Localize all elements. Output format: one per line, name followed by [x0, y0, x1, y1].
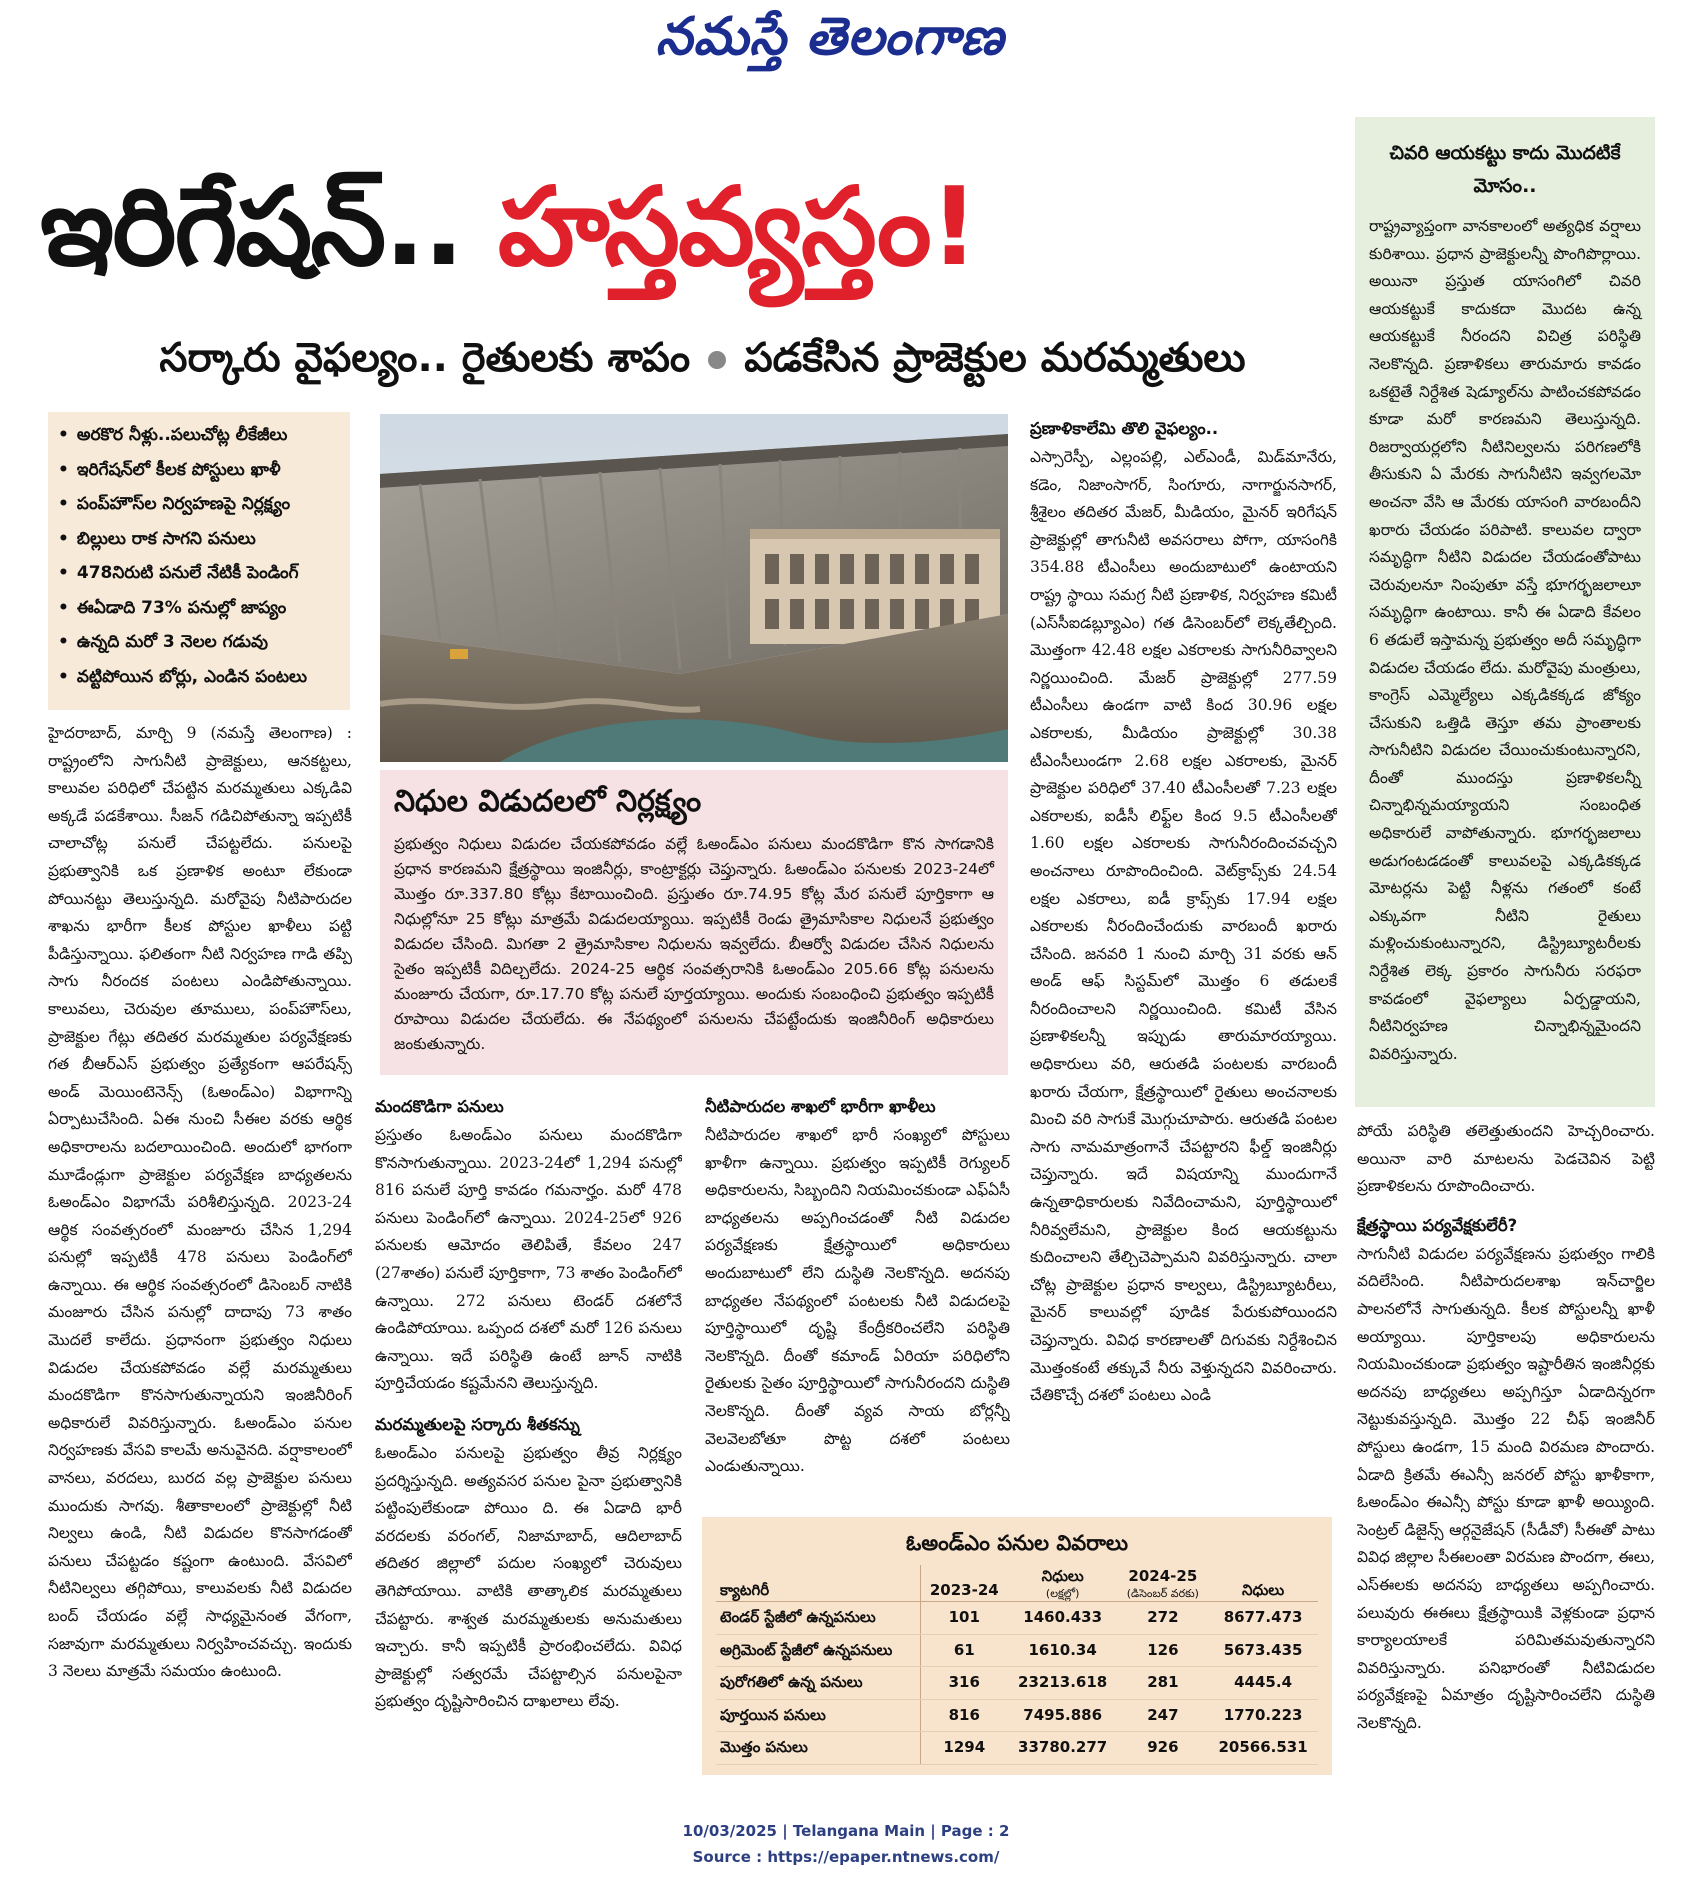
table-cell: 8677.473 — [1208, 1602, 1318, 1635]
sidebar-body: రాష్ట్రవ్యాప్తంగా వానకాలంలో అత్యధిక వర్షాలు కురిశాయి. ప్రధాన ప్రాజెక్టులన్నీ పొంగిపొర్లాయి. అయినా ప్రస్తుత యాసంగిలో చివరి ఆయకట్టుకే కాదుకదా మొదట ఉన్న ఆయకట్టుకే నీరందని విచిత్ర పరిస్థితి నెలకొన్నది. ప్రణాళికలు తారుమారు కావడం ఒకటైతే నిర్దేశిత షెడ్యూల్‌ను పాటించకపోవడం కూడా మరో కారణమని తెలుస్తున్నది. రిజర్వాయర్లలోని నీటినిల్వలను పరిగణలోకి తీసుకుని ఏ మేరకు సాగునీటిని ఇవ్వగలమో అంచనా వేసి ఆ మేరకు యాసంగి వారబందీని ఖరారు చేయడం పరిపాటి. కాలువల ద్వారా సమృద్ధిగా నీటిని విడుదల చేయడంతోపాటు చెరువులనూ నింపుతూ వస్తే భూగర్భజలాలూ సమృద్ధిగా ఉంటాయి. కానీ ఈ ఏడాది కేవలం 6 తడులే ఇస్తామన్న ప్రభుత్వం అదీ సమృద్ధిగా విడుదల చేయడం లేదు. మరోవైపు మంత్రులు, కాంగ్రెస్ ఎమ్మెల్యేలు ఎక్కడికక్కడ జోక్యం చేసుకుని ఒత్తిడి తెస్తూ తమ ప్రాంతాలకు సాగునీటిని విడుదల చేయించుకుంటున్నారని, దీంతో ముందస్తు ప్రణాళికలన్నీ చిన్నాభిన్నమయ్యాయని సంబంధిత అధికారులే వాపోతున్నారు. భూగర్భజలాలు అడుగంటడడంతో కాలువలపై ఎక్కడికక్కడ మోటర్లను పెట్టి నీళ్లను గతంలో కంటే ఎక్కువగా నీటిని రైతులు మళ్లించుకుంటున్నారని, డిస్ట్రిబ్యూటరీలకు నిర్దేశిత లెక్క ప్రకారం సాగునీరు సరఫరా కావడంలో వైఫల్యాలు ఏర్పడ్డాయని, నీటినిర్వహణ చిన్నాభిన్నమైందని వివరిస్తున్నారు. — [1369, 217, 1641, 1063]
table-cell: 101 — [920, 1602, 1007, 1635]
table-cell: 33780.277 — [1008, 1732, 1118, 1765]
article-text: సాగునీటి విడుదల పర్యవేక్షణను ప్రభుత్వం గాలికి వదిలేసింది. నీటిపారుదలశాఖ ఇన్‌చార్జిల పాలనలోనే సాగుతున్నది. కీలక పోస్టులన్నీ ఖాళీ అయ్యాయి. పూర్తికాలపు అధికారులను నియమించకుండా ప్రభుత్వం ఇష్టారీతిన ఇంజినీర్లకు అదనపు బాధ్యతలు అప్పగిస్తూ ఏడాదిన్నరగా నెట్టుకువస్తున్నది. మొత్తం 22 చీఫ్ ఇంజినీర్ పోస్టులు ఉండగా, 15 మంది విరమణ పొందారు. ఏడాది క్రితమే ఈఎన్సీ జనరల్ పోస్టు ఖాళీకాగా, ఓఅండ్‌ఎం ఈఎన్సీ పోస్టు కూడా ఖాళీ అయ్యింది. సెంట్రల్ డిజైన్స్ ఆర్గనైజేషన్ (సీడీవో) సీఈతో పాటు వివిధ జిల్లాల సీఈలంతా విరమణ పొందగా, ఈలు, ఎస్‌ఈలకు అదనపు బాధ్యతలు అప్పగించారు. పలువురు ఈఈలు క్షేత్రస్థాయికి వెళ్లకుండా ప్రధాన కార్యాలయాలకే పరిమితమవుతున్నారని వివరిస్తున్నారు. పనిభారంతో నీటివిడుదల పర్యవేక్షణపై ఏమాత్రం దృష్టిసారించలేని దుస్థితి నెలకొన్నది. — [1357, 1244, 1655, 1732]
article-column-5 — [1357, 1118, 1655, 1798]
table-cell: 4445.4 — [1208, 1667, 1318, 1700]
section-heading: మందకొడిగా పనులు — [375, 1097, 504, 1116]
table-cell: 20566.531 — [1208, 1732, 1318, 1765]
footer-source-link[interactable]: Source : https://epaper.ntnews.com/ — [692, 1848, 1000, 1866]
dam-photo — [380, 414, 1008, 762]
article-text: పోయే పరిస్థితి తలెత్తుతుందని హెచ్చరించారు. అయినా వారి మాటలను పెడచెవిన పెట్టి ప్రణాళికలను రూపొందించారు. — [1357, 1122, 1655, 1196]
dam-photo-icon — [380, 414, 1008, 762]
article-text: హైదరాబాద్, మార్చి 9 (నమస్తే తెలంగాణ) : రాష్ట్రంలోని సాగునీటి ప్రాజెక్టులు, ఆనకట్టలు, కాలువల పరిధిలో చేపట్టిన మరమ్మతులు ఎక్కడివి అక్కడే పడకేశాయి. సీజన్ గడిచిపోతున్నా ఇప్పటికీ చాలాచోట్ల పనులే చేపట్టలేదు. పనులపై ప్రభుత్వానికి ఒక ప్రణాళిక అంటూ లేకుండా పోయినట్టు తెలుస్తున్నది. మరోవైపు నీటిపారుదల శాఖను భారీగా కీలక పోస్టుల ఖాళీలు పట్టి పీడిస్తున్నాయి. ఫలితంగా నీటి నిర్వహణ గాడి తప్పి సాగు నీరందక పంటలు ఎండిపోతున్నాయి. కాలువలు, చెరువుల తూములు, పంప్‌హౌస్‌లు, ప్రాజెక్టుల గేట్లు తదితర మరమ్మతుల పర్యవేక్షణకు గత బీఆర్‌ఎస్ ప్రభుత్వం ప్రత్యేకంగా ఆపరేషన్స్ అండ్ మెయింటెనెన్స్ (ఓఅండ్‌ఎం) విభాగాన్ని ఏర్పాటుచేసింది. ఏఈ నుంచి సీఈల వరకు ఆర్థిక అధికారాలను బదలాయించింది. అందులో భాగంగా మూడేండ్లుగా ప్రాజెక్టుల పర్యవేక్షణ బాధ్యతలను ఓఅండ్‌ఎం విభాగమే పరిశీలిస్తున్నది. 2023-24 ఆర్థిక సంవత్సరంలో మంజూరు చేసిన 1,294 పనుల్లో ఇప్పటికీ 478 పనులు పెండింగ్‌లో ఉన్నాయి. ఈ ఆర్థిక సంవత్సరంలో డిసెంబర్ నాటికి మంజూరు చేసిన పనుల్లో దాదాపు 73 శాతం మొదలే కాలేదు. ప్రధానంగా ప్రభుత్వం నిధులు విడుదల చేయకపోవడం వల్లే మరమ్మతులు మందకొడిగా కొనసాగుతున్నాయని ఇంజినీరింగ్ అధికారులే వివరిస్తున్నారు. ఓఅండ్‌ఎం పనుల నిర్వహణకు వేసవి కాలమే అనువైనది. వర్షాకాలంలో వానలు, వరదలు, బురద వల్ల ప్రాజెక్టుల పనులు ముందుకు సాగవు. శీతాకాలంలో ప్రాజెక్టుల్లో నీటి నిల్వలు ఉండి, నీటి విడుదల కొనసాగడంతో పనులు చేపట్టడం కష్టంగా ఉంటుంది. వేసవిలో నీటినిల్వలు తగ్గిపోయి, కాలువలకు నీటి విడుదల బంద్ చేయడం వల్లే సాధ్యమైనంత వేగంగా, సజావుగా మరమ్మతులు నిర్వహించవచ్చు. ఇందుకు 3 నెలలు మాత్రమే సమయం ఉంటుంది. — [48, 724, 352, 1681]
funds-box-body: ప్రభుత్వం నిధులు విడుదల చేయకపోవడం వల్లే ఓఅండ్‌ఎం పనులు మందకొడిగా కొన సాగడానికి ప్రధాన కారణమని క్షేత్రస్థాయి ఇంజినీర్లు, కాంట్రాక్టర్లు చెప్తున్నారు. ఓఅండ్‌ఎం పనులకు 2023-24లో మొత్తం రూ.337.80 కోట్లు కేటాయించింది. ప్రస్తుతం రూ.74.95 కోట్ల మేర పనులే పూర్తికాగా ఆ నిధుల్లోనూ 25 కోట్లు మాత్రమే విడుదలయ్యాయి. ఇప్పటికీ రెండు త్రైమాసికాల నిధులనే ప్రభుత్వం విడుదల చేసింది. మిగతా 2 త్రైమాసికాల నిధులను ఇవ్వలేదు. బీఆర్వో విడుదల చేసిన నిధులను సైతం ఇప్పటికీ విదిల్చలేదు. 2024-25 ఆర్థిక సంవత్సరానికి ఓఅండ్‌ఎం 205.66 కోట్ల పనులను మంజూరు చేయగా, రూ.17.70 కోట్ల పనులే పూర్తయ్యాయి. అందుకు సంబంధించి ప్రభుత్వం ఇప్పటికీ రూపాయి విడుదల చేయలేదు. ఈ నేపథ్యంలో పనులను చేపట్టేందుకు ఇంజినీరింగ్ అధికారులు జంకుతున్నారు. — [394, 835, 994, 1053]
table-cell: పూర్తయిన పనులు — [716, 1699, 920, 1732]
footer-edition-info: 10/03/2025 | Telangana Main | Page : 2 — [682, 1822, 1010, 1840]
funds-release-box — [380, 770, 1008, 1075]
highlights-box — [48, 412, 350, 710]
sub-headline — [60, 328, 1345, 388]
highlight-item: • పంప్‌హౌస్‌ల నిర్వహణపై నిర్లక్ష్యం — [58, 487, 340, 522]
subhead-left: సర్కారు వైఫల్యం.. రైతులకు శాపం — [159, 335, 691, 381]
section-heading: క్షేత్రస్థాయి పర్యవేక్షకులేరీ? — [1357, 1215, 1518, 1235]
section-heading: ప్రణాళికాలేమి తొలి వైఫల్యం.. — [1030, 419, 1219, 438]
table-cell: టెండర్ స్టేజీలో ఉన్నపనులు — [716, 1602, 920, 1635]
table-cell: 816 — [920, 1699, 1007, 1732]
highlight-item: • 478నిరుటి పనులే నేటికీ పెండింగ్ — [58, 556, 340, 591]
table-row — [716, 1602, 1318, 1635]
table-row — [716, 1699, 1318, 1732]
highlight-item: • అరకొర నీళ్లు..పలుచోట్ల లీకేజీలు — [58, 418, 340, 453]
masthead-logo: నమస్తే తెలంగాణ — [655, 6, 1005, 67]
headline-part-2: హస్త — [497, 165, 678, 290]
headline-part-3: వ్యస్తం! — [677, 165, 977, 290]
table-cell: 1294 — [920, 1732, 1007, 1765]
page-footer — [0, 1818, 1692, 1870]
table-cell: 5673.435 — [1208, 1634, 1318, 1667]
om-works-table-box — [702, 1517, 1332, 1775]
table-row — [716, 1634, 1318, 1667]
subhead-right: పడకేసిన ప్రాజెక్టుల మరమ్మతులు — [744, 335, 1246, 381]
om-works-table — [716, 1565, 1318, 1765]
table-cell: 926 — [1118, 1732, 1209, 1765]
table-header: నిధులు — [1208, 1565, 1318, 1602]
article-column-3 — [705, 1092, 1010, 1507]
table-cell: 316 — [920, 1667, 1007, 1700]
table-header: క్యాటగిరీ — [716, 1565, 920, 1602]
highlight-item: • ఇరిగేషన్‌లో కీలక పోస్టులు ఖాళీ — [58, 453, 340, 488]
highlight-item: • ఉన్నది మరో 3 నెలల గడువు — [58, 625, 340, 660]
sidebar-title: చివరి ఆయకట్టు కాదు మొదటికే మోసం.. — [1389, 142, 1621, 197]
table-row — [716, 1732, 1318, 1765]
table-cell: 1610.34 — [1008, 1634, 1118, 1667]
section-heading: నీటిపారుదల శాఖలో భారీగా ఖాళీలు — [705, 1097, 936, 1116]
headline-part-1: ఇరిగేషన్.. — [40, 165, 498, 290]
table-header-row — [716, 1565, 1318, 1602]
table-cell: 126 — [1118, 1634, 1209, 1667]
article-column-2 — [375, 1092, 682, 1797]
funds-box-title: నిధుల విడుదలలో నిర్లక్ష్యం — [394, 784, 702, 819]
table-cell: అగ్రిమెంట్ స్టేజీలో ఉన్నపనులు — [716, 1634, 920, 1667]
section-heading: మరమ్మతులపై సర్కారు శీతకన్ను — [375, 1414, 580, 1434]
table-row — [716, 1667, 1318, 1700]
article-text: ఓఅండ్‌ఎం పనులపై ప్రభుత్వం తీవ్ర నిర్లక్ష్యం ప్రదర్శిస్తున్నది. అత్యవసర పనుల పైనా ప్రభుత్వానికి పట్టింపులేకుండా పోయిం ది. ఈ ఏడాది భారీ వరదలకు వరంగల్, నిజామాబాద్, ఆదిలాబాద్ తదితర జిల్లాలో పదుల సంఖ్యలో చెరువులు తెగిపోయాయి. వాటికి తాత్కాలిక మరమ్మతులు చేపట్టారు. శాశ్వత మరమ్మతులకు అనుమతులు ఇచ్చారు. కానీ ఇప్పటికీ ప్రారంభించలేదు. వివిధ ప్రాజెక్టుల్లో సత్వరమే చేపట్టాల్సిన పనులపైనా ప్రభుత్వం దృష్టిసారించిన దాఖలాలు లేవు. — [375, 1443, 682, 1711]
article-column-4 — [1030, 414, 1337, 1510]
table-cell: 23213.618 — [1008, 1667, 1118, 1700]
table-cell: 281 — [1118, 1667, 1209, 1700]
table-header: 2024-25 (డిసెంబర్ వరకు) — [1118, 1565, 1209, 1602]
table-cell: 1770.223 — [1208, 1699, 1318, 1732]
table-cell: 61 — [920, 1634, 1007, 1667]
highlight-item: • బిల్లులు రాక సాగని పనులు — [58, 522, 340, 557]
main-headline — [40, 140, 1345, 315]
table-cell: 272 — [1118, 1602, 1209, 1635]
article-column-1 — [48, 720, 352, 1795]
article-text: నీటిపారుదల శాఖలో భారీ సంఖ్యలో పోస్టులు ఖాళీగా ఉన్నాయి. ప్రభుత్వం ఇప్పటికీ రెగ్యులర్ అధికారులను, సిబ్బందిని నియమించకుండా ఎఫ్‌ఏసీ బాధ్యతలను అప్పగించడంతో నీటి విడుదల పర్యవేక్షణకు క్షేత్రస్థాయిలో అధికారులు అందుబాటులో లేని దుస్థితి నెలకొన్నది. అదనపు బాధ్యతల నేపథ్యంలో పంటలకు నీటి విడుదలపై పూర్తిస్థాయిలో దృష్టి కేంద్రీకరించలేని పరిస్థితి నెలకొన్నది. దీంతో కమాండ్ ఏరియా పరిధిలోని రైతులకు సైతం పూర్తిస్థాయిలో సాగునీరందని దుస్థితి నెలకొన్నది. దీంతో వ్యవ సాయ బోర్లన్నీ వెలవెలబోతూ పొట్ట దశలో పంటలు ఎండుతున్నాయి. — [705, 1126, 1010, 1476]
sidebar-box — [1355, 117, 1655, 1107]
bullet-dot-icon — [708, 351, 726, 369]
table-cell: 247 — [1118, 1699, 1209, 1732]
table-cell: 7495.886 — [1008, 1699, 1118, 1732]
highlight-item: • ఈఏడాది 73% పనుల్లో జాప్యం — [58, 591, 340, 626]
table-cell: మొత్తం పనులు — [716, 1732, 920, 1765]
article-text: ఎస్సారెస్పీ, ఎల్లంపల్లి, ఎల్‌ఎండీ, మిడ్‌మానేరు, కడెం, నిజాంసాగర్, సింగూరు, నాగార్జునసాగర్, శ్రీశైలం తదితర మేజర్, మీడియం, మైనర్ ఇరిగేషన్ ప్రాజెక్టుల్లో తాగునీటి అవసరాలు పోగా, యాసంగికి 354.88 టీఎంసీలు అందుబాటులో ఉంటాయని రాష్ట్ర స్థాయి సమగ్ర నీటి ప్రణాళిక, నిర్వహణ కమిటీ (ఎస్‌సీఐడబ్ల్యూఎం) గత డిసెంబర్‌లో లెక్కతేల్చింది. మొత్తంగా 42.48 లక్షల ఎకరాలకు సాగునీరివ్వాలని నిర్ణయించింది. మేజర్ ప్రాజెక్టుల్లో 277.59 టీఎంసీలు ఉండగా వాటి కింద 30.96 లక్షల ఎకరాలకు, మీడియం ప్రాజెక్టుల్లో 30.38 టీఎంసీలుండగా 2.68 లక్షల ఎకరాలకు, మైనర్ ప్రాజెక్టుల పరిధిలో 37.40 టీఎంసీలతో 7.23 లక్షల ఎకరాలకు, ఐడీసీ లిఫ్ట్‌ల కింద 9.5 టీఎంసీలతో 1.60 లక్షల ఎకరాలకు సాగునీరందించవచ్చని అంచనాలు రూపొందించింది. వెట్‌క్రాప్స్‌కు 24.54 లక్షల ఎకరాలు, ఐడీ క్రాప్స్‌కు 17.94 లక్షల ఎకరాలకు నీరందించేందుకు వారబందీ ఖరారు చేసింది. జనవరి 1 నుంచి మార్చి 31 వరకు ఆన్ అండ్ ఆఫ్ సిస్టమ్‌లో మొత్తం 6 తడులకే నీరందించాలని నిర్ణయించింది. కమిటీ వేసిన ప్రణాళికలన్నీ ఇప్పుడు తారుమారయ్యాయి. అధికారులు వరి, ఆరుతడి పంటలకు వారబందీ ఖరారు చేయగా, క్షేత్రస్థాయిలో రైతులు అంచనాలకు మించి వరి సాగుకే మొగ్గుచూపారు. ఆరుతడి పంటల సాగు నామమాత్రంగానే చేపట్టారని ఫీల్డ్ ఇంజినీర్లు చెప్తున్నారు. ఇదే విషయాన్ని ముందుగానే ఉన్నతాధికారులకు నివేదించామని, పూర్తిస్థాయిలో నీరివ్వలేమని, ప్రాజెక్టుల కింద ఆయకట్టును కుదించాలని తేల్చిచెప్పామని వివరిస్తున్నారు. చాలా చోట్ల ప్రాజెక్టుల ప్రధాన కాల్వలు, డిస్ట్రిబ్యూటరీలు, మైనర్ కాలువల్లో పూడిక పేరుకుపోయిందని చెప్తున్నారు. వివిధ కారణాలతో దిగువకు నిర్దేశించిన మొత్తంకంటే తక్కువే నీరు వెళ్తున్నదని వివరించారు. చేతికొచ్చే దశలో పంటలు ఎండి — [1030, 448, 1337, 1405]
table-header: 2023-24 — [920, 1565, 1007, 1602]
table-cell: 1460.433 — [1008, 1602, 1118, 1635]
article-text: ప్రస్తుతం ఓఅండ్‌ఎం పనులు మందకొడిగా కొనసాగుతున్నాయి. 2023-24లో 1,294 పనుల్లో 816 పనులే పూర్తి కావడం గమనార్హం. మరో 478 పనులు పెండింగ్‌లో ఉన్నాయి. 2024-25లో 926 పనులకు ఆమోదం తెలిపితే, కేవలం 247 (27శాతం) పనులే పూర్తికాగా, 73 శాతం పెండింగ్‌లో ఉన్నాయి. 272 పనులు టెండర్ దశలోనే ఉండిపోయాయి. ఒప్పంద దశలో మరో 126 పనులు ఉన్నాయి. ఇదే పరిస్థితి ఉంటే జూన్ నాటికి పూర్తిచేయడం కష్టమేనని తెలుస్తున్నది. — [375, 1126, 682, 1393]
highlight-item: • వట్టిపోయిన బోర్లు, ఎండిన పంటలు — [58, 660, 340, 695]
table-header: నిధులు (లక్షల్లో) — [1008, 1565, 1118, 1602]
table-title: ఓఅండ్‌ఎం పనుల వివరాలు — [905, 1531, 1129, 1555]
table-cell: పురోగతిలో ఉన్న పనులు — [716, 1667, 920, 1700]
